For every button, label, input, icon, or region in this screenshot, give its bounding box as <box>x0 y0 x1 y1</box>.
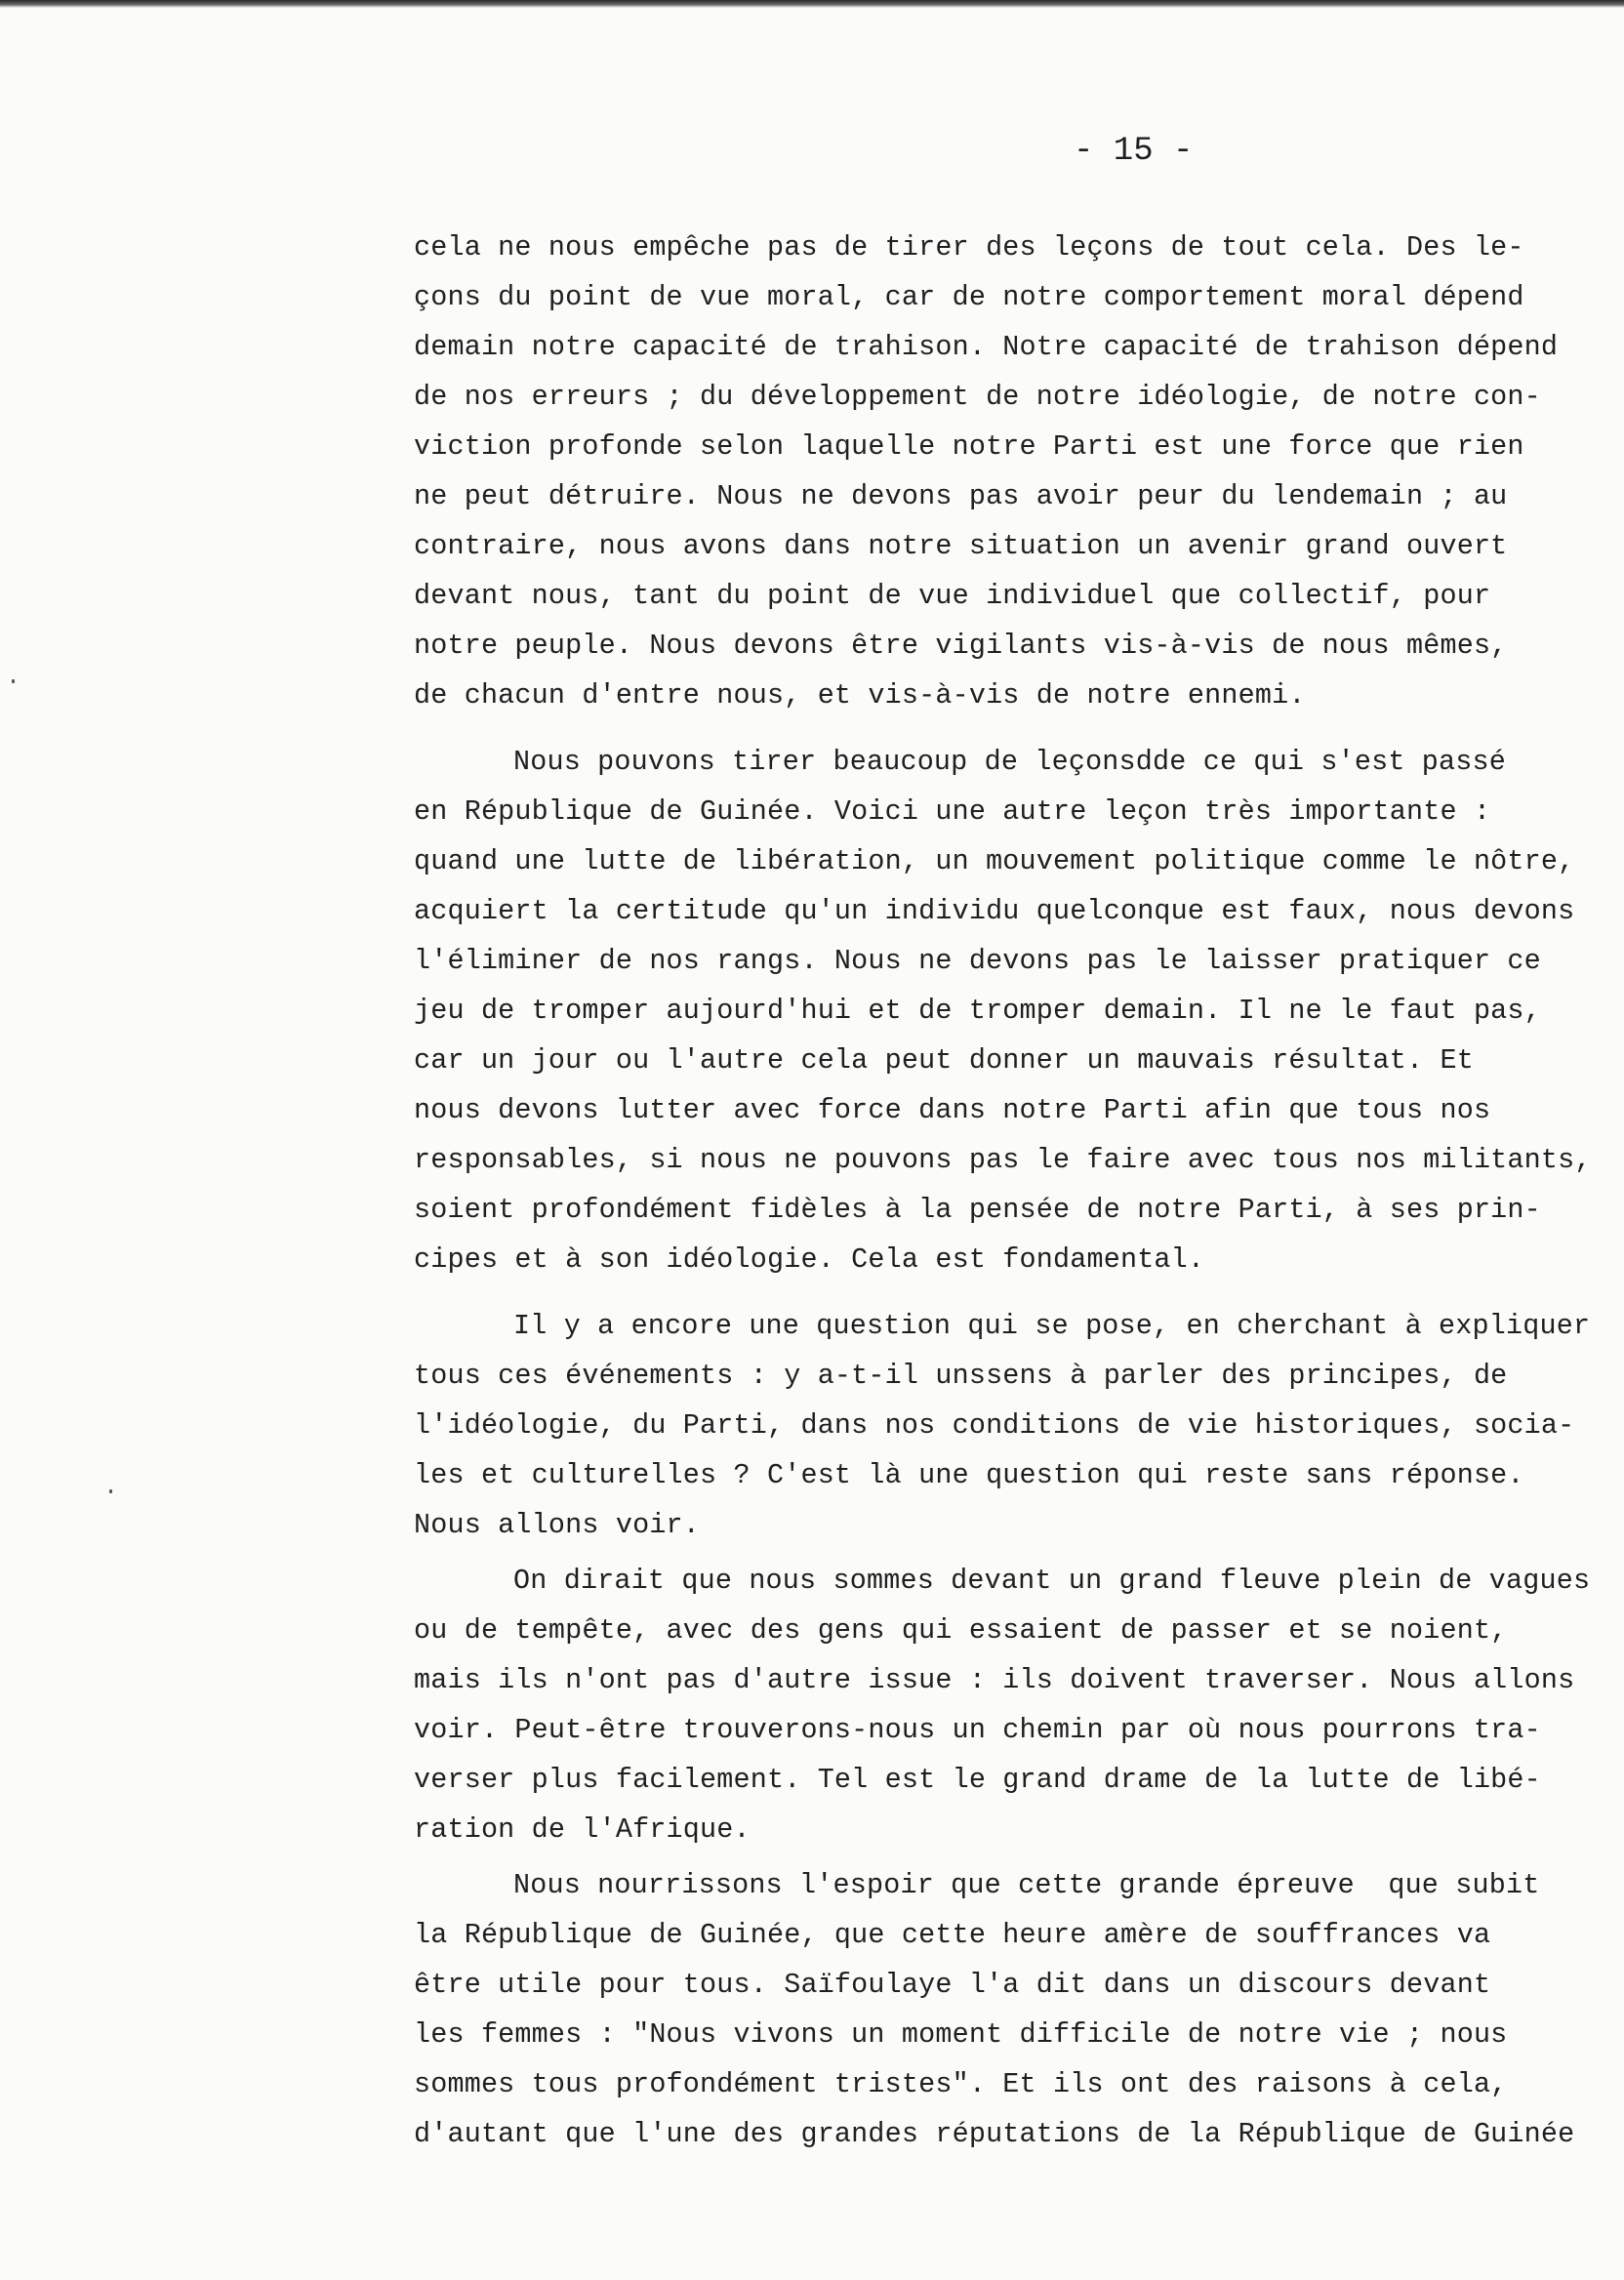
text-line: responsables, si nous ne pouvons pas le faire avec tous nos militants, <box>414 1144 1592 1176</box>
text-line: ne peut détruire. Nous ne devons pas avoir peur du lendemain ; au <box>414 480 1508 512</box>
text-line: voir. Peut-être trouverons-nous un chemin par où nous pourrons tra- <box>414 1714 1541 1746</box>
text-line: mais ils n'ont pas d'autre issue : ils doivent traverser. Nous allons <box>414 1664 1575 1696</box>
text-line: tous ces événements : y a-t-il unssens à parler des principes, de <box>414 1360 1508 1392</box>
text-line: l'idéologie, du Parti, dans nos conditions de vie historiques, socia- <box>414 1409 1575 1442</box>
text-line: cipes et à son idéologie. Cela est fondamental. <box>414 1243 1205 1276</box>
text-line: devant nous, tant du point de vue individuel que collectif, pour <box>414 580 1491 612</box>
text-line: être utile pour tous. Saïfoulaye l'a dit dans un discours devant <box>414 1969 1491 2001</box>
text-line: cela ne nous empêche pas de tirer des leçons de tout cela. Des le- <box>414 231 1524 264</box>
text-line: en République de Guinée. Voici une autre leçon très importante : <box>414 795 1491 828</box>
text-line: On dirait que nous sommes devant un grand fleuve plein de vagues <box>513 1565 1591 1597</box>
document-body <box>414 223 1604 2159</box>
text-line: Il y a encore une question qui se pose, en cherchant à expliquer <box>513 1310 1591 1342</box>
text-line: quand une lutte de libération, un mouvement politique comme le nôtre, <box>414 845 1575 877</box>
paragraph <box>414 737 1604 1284</box>
text-line: l'éliminer de nos rangs. Nous ne devons pas le laisser pratiquer ce <box>414 945 1541 977</box>
text-line: car un jour ou l'autre cela peut donner un mauvais résultat. Et <box>414 1044 1474 1077</box>
scan-speck <box>12 679 15 683</box>
text-line: de chacun d'entre nous, et vis-à-vis de notre ennemi. <box>414 679 1306 712</box>
text-line: Nous nourrissons l'espoir que cette grande épreuve que subit <box>513 1869 1540 1901</box>
text-line: Nous allons voir. <box>414 1509 701 1541</box>
text-line: demain notre capacité de trahison. Notre capacité de trahison dépend <box>414 331 1559 363</box>
paragraph <box>414 1301 1604 1550</box>
scan-speck <box>109 1489 112 1493</box>
page-number: - 15 - <box>1074 133 1194 170</box>
text-line: notre peuple. Nous devons être vigilants vis-à-vis de nous mêmes, <box>414 630 1508 662</box>
paragraph <box>414 223 1604 720</box>
text-line: soient profondément fidèles à la pensée de notre Parti, à ses prin- <box>414 1194 1541 1226</box>
scan-top-edge <box>0 0 1624 8</box>
text-line: Nous pouvons tirer beaucoup de leçonsdde ce qui s'est passé <box>513 746 1506 778</box>
text-line: d'autant que l'une des grandes réputations de la République de Guinée <box>414 2118 1575 2150</box>
text-line: ration de l'Afrique. <box>414 1813 751 1846</box>
text-line: contraire, nous avons dans notre situation un avenir grand ouvert <box>414 530 1508 562</box>
text-line: la République de Guinée, que cette heure amère de souffrances va <box>414 1919 1491 1951</box>
text-line: çons du point de vue moral, car de notre comportement moral dépend <box>414 281 1524 313</box>
paragraph <box>414 1860 1604 2159</box>
text-line: jeu de tromper aujourd'hui et de tromper demain. Il ne le faut pas, <box>414 995 1541 1027</box>
text-line: de nos erreurs ; du développement de notre idéologie, de notre con- <box>414 381 1541 413</box>
text-line: verser plus facilement. Tel est le grand drame de la lutte de libé- <box>414 1764 1541 1796</box>
text-line: ou de tempête, avec des gens qui essaient de passer et se noient, <box>414 1614 1508 1647</box>
text-line: les femmes : "Nous vivons un moment difficile de notre vie ; nous <box>414 2018 1508 2051</box>
text-line: viction profonde selon laquelle notre Parti est une force que rien <box>414 430 1524 463</box>
text-line: nous devons lutter avec force dans notre Parti afin que tous nos <box>414 1094 1491 1126</box>
text-line: les et culturelles ? C'est là une question qui reste sans réponse. <box>414 1459 1524 1491</box>
text-line: sommes tous profondément tristes". Et ils ont des raisons à cela, <box>414 2068 1508 2100</box>
text-line: acquiert la certitude qu'un individu quelconque est faux, nous devons <box>414 895 1575 927</box>
paragraph <box>414 1556 1604 1854</box>
